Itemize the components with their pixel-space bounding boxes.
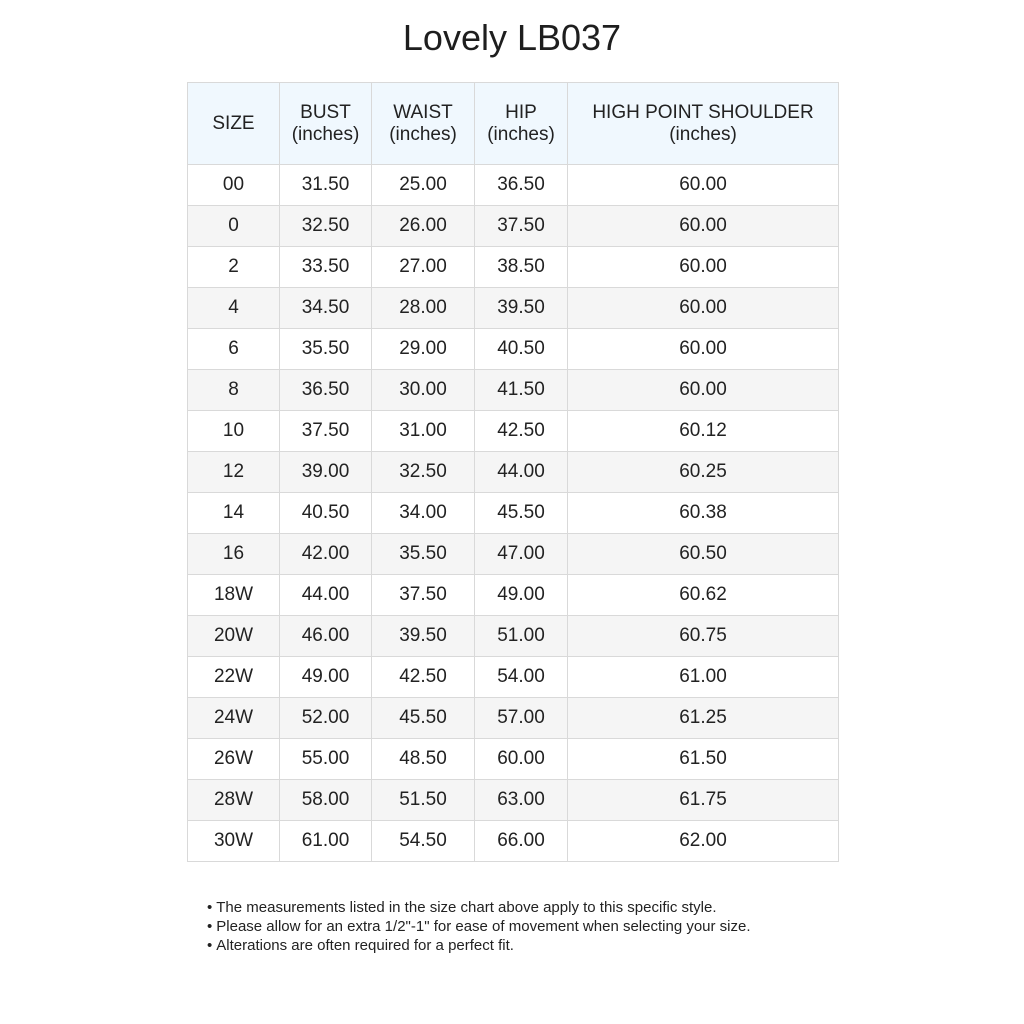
- header-hps-unit: (inches): [669, 123, 737, 145]
- table-row: [188, 493, 839, 534]
- table-row: [188, 534, 839, 575]
- cell-hip: 42.50: [475, 411, 568, 452]
- header-size: [188, 83, 280, 165]
- cell-size: 2: [188, 247, 280, 288]
- cell-size: 14: [188, 493, 280, 534]
- table-body: [188, 165, 839, 862]
- cell-waist: 45.50: [372, 698, 475, 739]
- cell-bust: 49.00: [280, 657, 372, 698]
- cell-size: 18W: [188, 575, 280, 616]
- table-row: [188, 780, 839, 821]
- notes-list: [207, 898, 751, 955]
- header-waist-label: WAIST: [393, 101, 453, 123]
- table-row: [188, 698, 839, 739]
- table-row: [188, 165, 839, 206]
- cell-high-point-shoulder: 60.00: [568, 206, 839, 247]
- table-row: [188, 247, 839, 288]
- cell-waist: 34.00: [372, 493, 475, 534]
- cell-waist: 35.50: [372, 534, 475, 575]
- cell-hip: 37.50: [475, 206, 568, 247]
- cell-size: 0: [188, 206, 280, 247]
- cell-waist: 54.50: [372, 821, 475, 862]
- cell-hip: 38.50: [475, 247, 568, 288]
- cell-high-point-shoulder: 60.62: [568, 575, 839, 616]
- cell-bust: 36.50: [280, 370, 372, 411]
- cell-hip: 40.50: [475, 329, 568, 370]
- cell-high-point-shoulder: 60.00: [568, 370, 839, 411]
- cell-size: 24W: [188, 698, 280, 739]
- table-row: [188, 288, 839, 329]
- cell-hip: 39.50: [475, 288, 568, 329]
- cell-waist: 31.00: [372, 411, 475, 452]
- cell-bust: 55.00: [280, 739, 372, 780]
- cell-high-point-shoulder: 60.00: [568, 247, 839, 288]
- table-row: [188, 370, 839, 411]
- cell-high-point-shoulder: 61.75: [568, 780, 839, 821]
- cell-waist: 28.00: [372, 288, 475, 329]
- cell-waist: 39.50: [372, 616, 475, 657]
- header-size-label: SIZE: [212, 112, 255, 134]
- cell-waist: 51.50: [372, 780, 475, 821]
- table-row: [188, 657, 839, 698]
- cell-bust: 40.50: [280, 493, 372, 534]
- cell-size: 00: [188, 165, 280, 206]
- table-row: [188, 206, 839, 247]
- cell-hip: 66.00: [475, 821, 568, 862]
- table-header-row: [188, 83, 839, 165]
- cell-bust: 34.50: [280, 288, 372, 329]
- note-item: • Alterations are often required for a perfect fit.: [207, 936, 751, 955]
- cell-waist: 30.00: [372, 370, 475, 411]
- header-hip-unit: (inches): [487, 123, 555, 145]
- cell-high-point-shoulder: 60.25: [568, 452, 839, 493]
- header-waist: [372, 83, 475, 165]
- cell-high-point-shoulder: 61.50: [568, 739, 839, 780]
- table-row: [188, 411, 839, 452]
- cell-high-point-shoulder: 60.00: [568, 329, 839, 370]
- header-bust-unit: (inches): [291, 123, 360, 145]
- cell-size: 12: [188, 452, 280, 493]
- note-item: • Please allow for an extra 1/2"-1" for ease of movement when selecting your size.: [207, 917, 751, 936]
- cell-bust: 46.00: [280, 616, 372, 657]
- cell-hip: 36.50: [475, 165, 568, 206]
- cell-high-point-shoulder: 60.00: [568, 165, 839, 206]
- cell-bust: 39.00: [280, 452, 372, 493]
- cell-hip: 60.00: [475, 739, 568, 780]
- cell-bust: 44.00: [280, 575, 372, 616]
- cell-waist: 26.00: [372, 206, 475, 247]
- cell-bust: 35.50: [280, 329, 372, 370]
- header-high-point-shoulder: [568, 83, 839, 165]
- cell-high-point-shoulder: 60.00: [568, 288, 839, 329]
- cell-bust: 33.50: [280, 247, 372, 288]
- cell-size: 6: [188, 329, 280, 370]
- cell-high-point-shoulder: 61.00: [568, 657, 839, 698]
- cell-waist: 32.50: [372, 452, 475, 493]
- cell-hip: 41.50: [475, 370, 568, 411]
- header-hip: [475, 83, 568, 165]
- cell-high-point-shoulder: 60.75: [568, 616, 839, 657]
- header-bust: [280, 83, 372, 165]
- cell-bust: 52.00: [280, 698, 372, 739]
- cell-hip: 63.00: [475, 780, 568, 821]
- cell-high-point-shoulder: 60.38: [568, 493, 839, 534]
- cell-size: 16: [188, 534, 280, 575]
- table-row: [188, 575, 839, 616]
- cell-waist: 37.50: [372, 575, 475, 616]
- header-hps-label: HIGH POINT SHOULDER: [592, 101, 814, 123]
- cell-hip: 57.00: [475, 698, 568, 739]
- header-waist-unit: (inches): [389, 123, 457, 145]
- cell-bust: 31.50: [280, 165, 372, 206]
- cell-size: 8: [188, 370, 280, 411]
- page-title: Lovely LB037: [402, 17, 622, 58]
- cell-bust: 32.50: [280, 206, 372, 247]
- table-row: [188, 821, 839, 862]
- cell-hip: 49.00: [475, 575, 568, 616]
- table-row: [188, 329, 839, 370]
- cell-size: 26W: [188, 739, 280, 780]
- cell-size: 20W: [188, 616, 280, 657]
- cell-size: 28W: [188, 780, 280, 821]
- table-row: [188, 739, 839, 780]
- cell-waist: 29.00: [372, 329, 475, 370]
- note-item: • The measurements listed in the size chart above apply to this specific style.: [207, 898, 751, 917]
- cell-waist: 48.50: [372, 739, 475, 780]
- cell-bust: 42.00: [280, 534, 372, 575]
- cell-size: 30W: [188, 821, 280, 862]
- size-chart-table: [187, 82, 839, 862]
- cell-hip: 45.50: [475, 493, 568, 534]
- cell-bust: 37.50: [280, 411, 372, 452]
- cell-high-point-shoulder: 60.50: [568, 534, 839, 575]
- cell-hip: 51.00: [475, 616, 568, 657]
- header-bust-label: BUST: [300, 101, 351, 123]
- cell-high-point-shoulder: 62.00: [568, 821, 839, 862]
- cell-bust: 58.00: [280, 780, 372, 821]
- cell-hip: 47.00: [475, 534, 568, 575]
- cell-size: 4: [188, 288, 280, 329]
- header-hip-label: HIP: [505, 101, 537, 123]
- cell-size: 10: [188, 411, 280, 452]
- cell-bust: 61.00: [280, 821, 372, 862]
- cell-high-point-shoulder: 60.12: [568, 411, 839, 452]
- cell-waist: 25.00: [372, 165, 475, 206]
- table-row: [188, 616, 839, 657]
- table-row: [188, 452, 839, 493]
- cell-hip: 44.00: [475, 452, 568, 493]
- cell-hip: 54.00: [475, 657, 568, 698]
- cell-waist: 42.50: [372, 657, 475, 698]
- cell-waist: 27.00: [372, 247, 475, 288]
- cell-size: 22W: [188, 657, 280, 698]
- cell-high-point-shoulder: 61.25: [568, 698, 839, 739]
